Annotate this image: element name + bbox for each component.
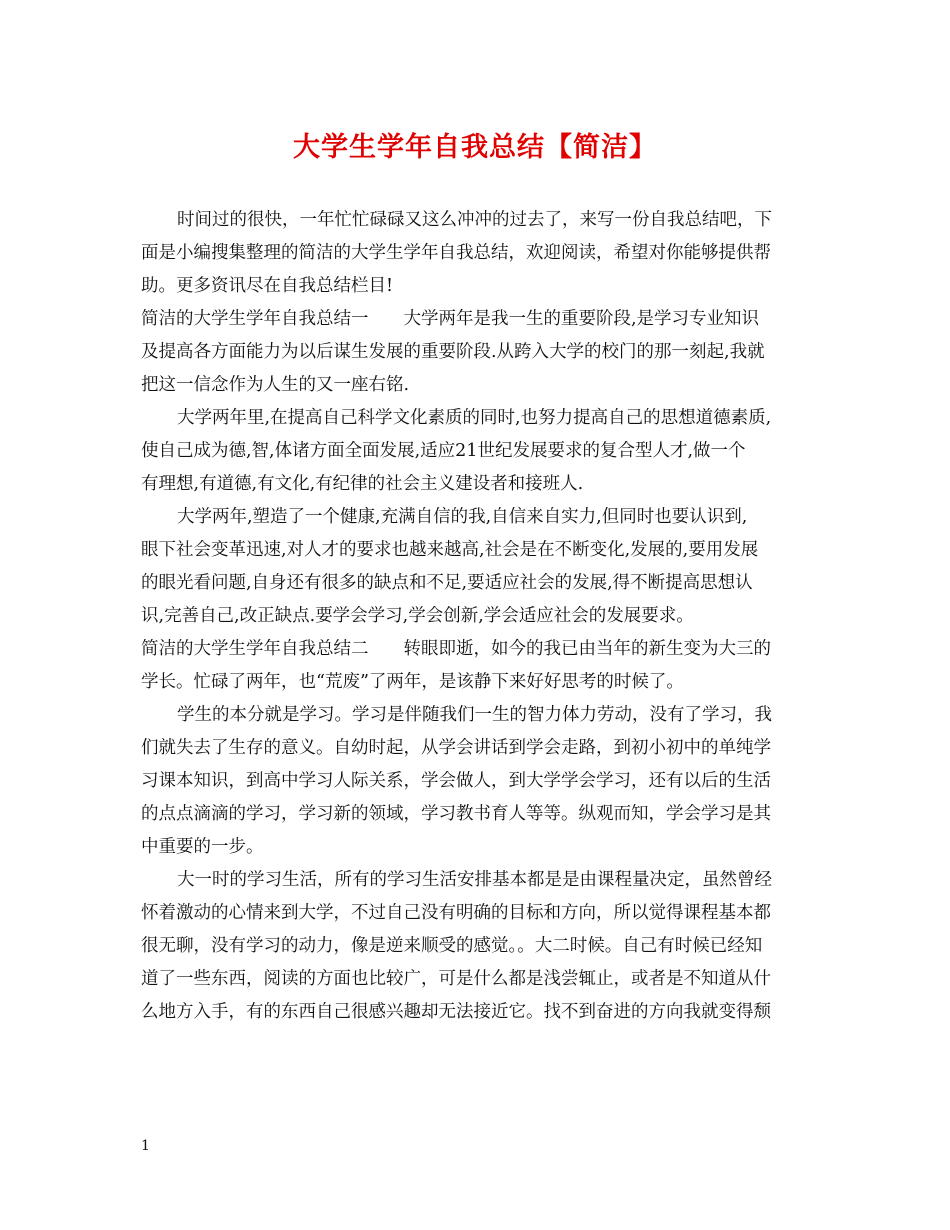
text-line: 中重要的一步。 [141, 837, 264, 857]
text-line: 怀着激动的心情来到大学，不过自己没有明确的目标和方向，所以觉得课程基本都 [141, 903, 771, 923]
text-line: 很无聊，没有学习的动力，像是逆来顺受的感觉。。大二时候。自己有时候已经知 [141, 936, 763, 956]
text-line: 么地方入手，有的东西自己很感兴趣却无法接近它。找不到奋进的方向我就变得颓 [141, 1002, 771, 1022]
text-line: 时间过的很快，一年忙忙碌碌又这么冲冲的过去了，来写一份自我总结吧，下 [177, 210, 772, 230]
text-line: 眼下社会变革迅速,对人才的要求也越来越高,社会是在不断变化,发展的,要用发展 [141, 540, 759, 560]
document-title: 大学生学年自我总结【简洁】 [293, 132, 657, 163]
text-line: 学长。忙碌了两年，也“荒废”了两年，是该静下来好好思考的时候了。 [141, 672, 684, 692]
text-line: 们就失去了生存的意义。自幼时起，从学会讲话到学会走路，到初小初中的单纯学 [141, 738, 771, 758]
text-line: 面是小编搜集整理的简洁的大学生学年自我总结，欢迎阅读，希望对你能够提供帮 [141, 243, 771, 263]
page-number: 1 [141, 1138, 150, 1154]
text-line: 有理想,有道德,有文化,有纪律的社会主义建设者和接班人. [141, 474, 584, 494]
document-body [141, 204, 813, 1029]
text-line: 的点点滴滴的学习，学习新的领域，学习教书育人等等。纵观而知，学会学习是其 [141, 804, 771, 824]
text-line: 助。更多资讯尽在自我总结栏目! [141, 276, 394, 296]
text-line: 学生的本分就是学习。学习是伴随我们一生的智力体力劳动，没有了学习，我 [177, 705, 772, 725]
text-line: 大一时的学习生活，所有的学习生活安排基本都是是由课程量决定，虽然曾经 [177, 870, 772, 890]
text-line: 大学两年,塑造了一个健康,充满自信的我,自信来自实力,但同时也要认识到, [177, 507, 748, 527]
text-line: 及提高各方面能力为以后谋生发展的重要阶段.从跨入大学的校门的那一刻起,我就 [141, 342, 765, 362]
text-line: 简洁的大学生学年自我总结一 大学两年是我一生的重要阶段,是学习专业知识 [141, 309, 760, 329]
text-line: 大学两年里,在提高自己科学文化素质的同时,也努力提高自己的思想道德素质, [177, 408, 772, 428]
text-line: 的眼光看问题,自身还有很多的缺点和不足,要适应社会的发展,得不断提高思想认 [141, 573, 753, 593]
text-line: 简洁的大学生学年自我总结二 转眼即逝，如今的我已由当年的新生变为大三的 [141, 639, 771, 659]
text-line: 习课本知识，到高中学习人际关系，学会做人，到大学学会学习，还有以后的生活 [141, 771, 771, 791]
text-line: 道了一些东西，阅读的方面也比较广，可是什么都是浅尝辄止，或者是不知道从什 [141, 969, 771, 989]
text-line: 识,完善自己,改正缺点.要学会学习,学会创新,学会适应社会的发展要求。 [141, 606, 694, 626]
text-line: 把这一信念作为人生的又一座右铭. [141, 375, 410, 395]
text-line: 使自己成为德,智,体诸方面全面发展,适应21世纪发展要求的复合型人才,做一个 [141, 441, 746, 461]
